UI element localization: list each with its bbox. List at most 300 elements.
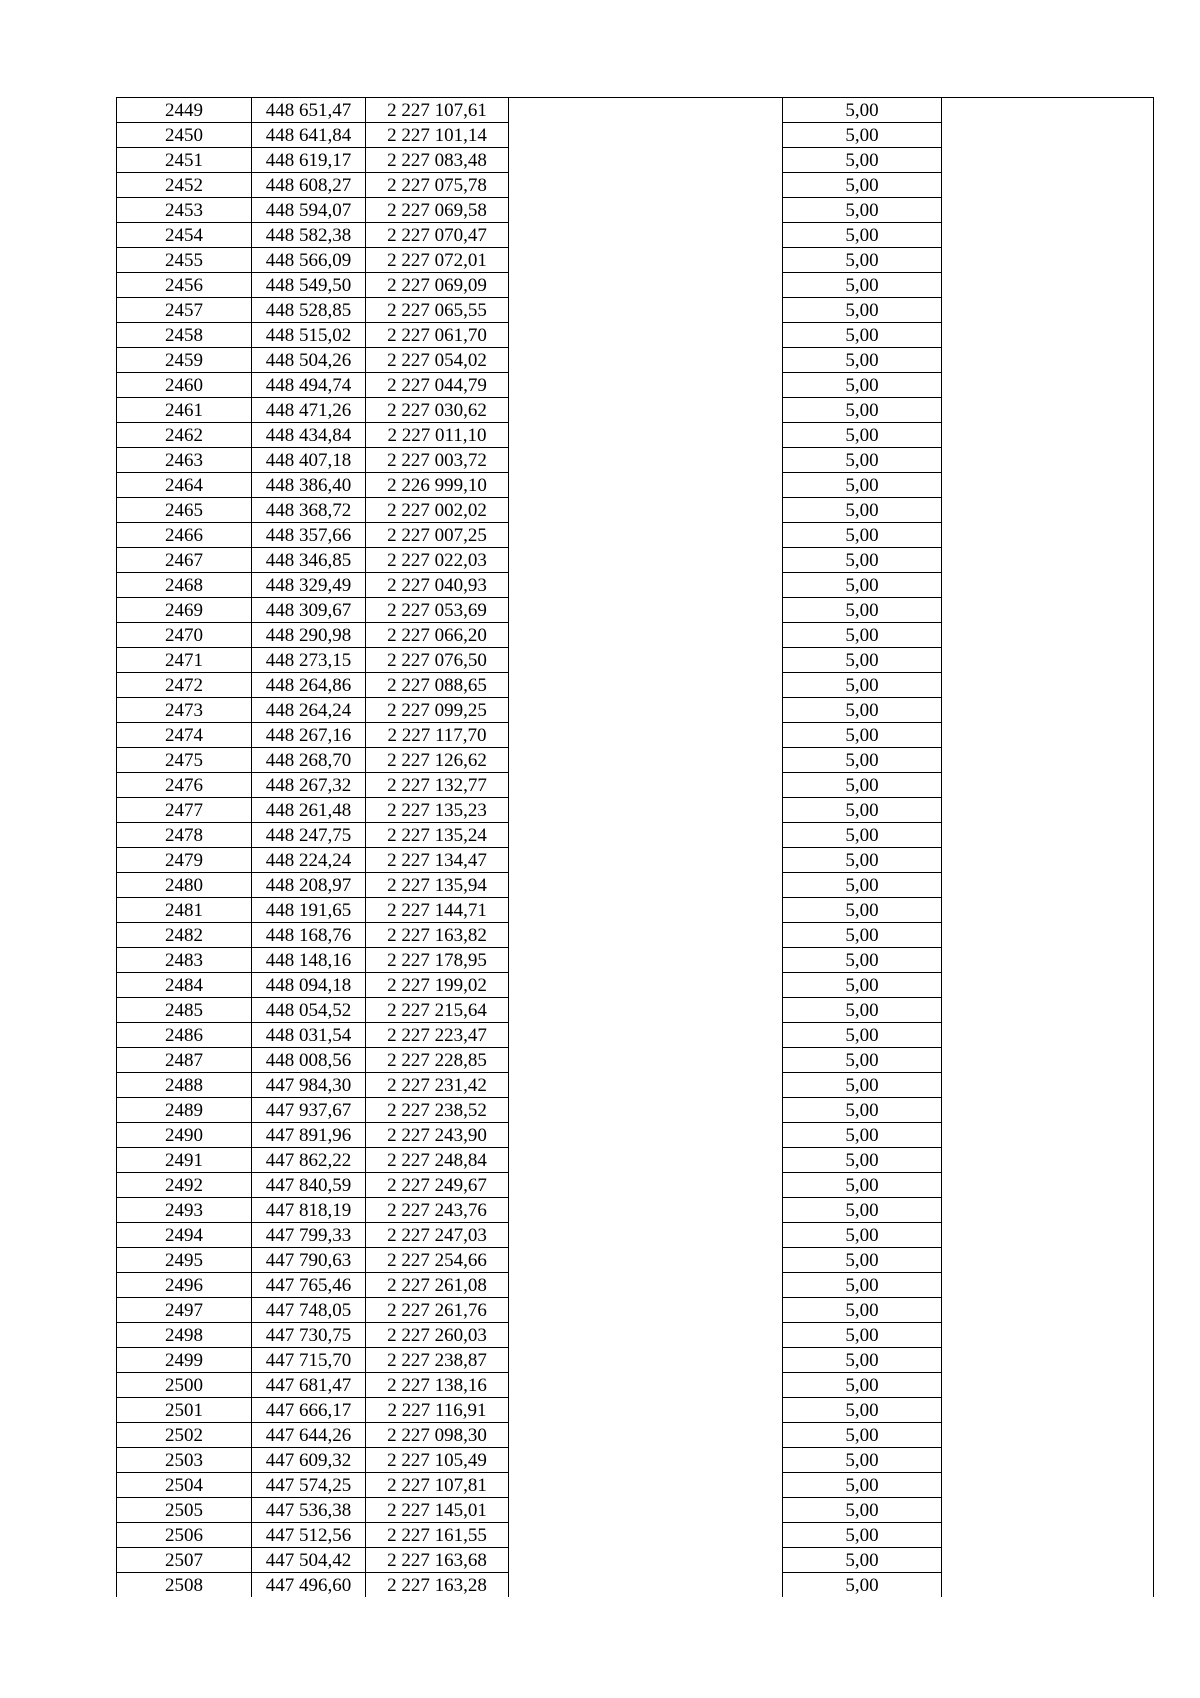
table-row [117, 348, 1154, 373]
y-coordinate-cell: 2 227 261,08 [366, 1273, 509, 1298]
empty-cell [942, 648, 1154, 673]
table-row [117, 1198, 1154, 1223]
empty-cell [509, 523, 783, 548]
point-number-cell: 2467 [117, 548, 252, 573]
table-row [117, 723, 1154, 748]
table-row [117, 598, 1154, 623]
x-coordinate-cell: 448 168,76 [252, 923, 366, 948]
x-coordinate-cell: 448 191,65 [252, 898, 366, 923]
y-coordinate-cell: 2 227 231,42 [366, 1073, 509, 1098]
x-coordinate-cell: 448 641,84 [252, 123, 366, 148]
empty-cell [942, 723, 1154, 748]
empty-cell [942, 1548, 1154, 1573]
point-number-cell: 2508 [117, 1573, 252, 1598]
x-coordinate-cell: 447 840,59 [252, 1173, 366, 1198]
empty-cell [509, 1323, 783, 1348]
table-row [117, 648, 1154, 673]
y-coordinate-cell: 2 227 254,66 [366, 1248, 509, 1273]
empty-cell [942, 323, 1154, 348]
point-number-cell: 2469 [117, 598, 252, 623]
point-number-cell: 2482 [117, 923, 252, 948]
x-coordinate-cell: 448 054,52 [252, 998, 366, 1023]
empty-cell [509, 1023, 783, 1048]
point-number-cell: 2504 [117, 1473, 252, 1498]
value-cell: 5,00 [783, 823, 942, 848]
point-number-cell: 2476 [117, 773, 252, 798]
empty-cell [942, 573, 1154, 598]
table-row [117, 548, 1154, 573]
y-coordinate-cell: 2 227 135,23 [366, 798, 509, 823]
table-row [117, 573, 1154, 598]
value-cell: 5,00 [783, 548, 942, 573]
table-row [117, 1298, 1154, 1323]
point-number-cell: 2459 [117, 348, 252, 373]
point-number-cell: 2492 [117, 1173, 252, 1198]
empty-cell [942, 1048, 1154, 1073]
value-cell: 5,00 [783, 1373, 942, 1398]
value-cell: 5,00 [783, 1348, 942, 1373]
x-coordinate-cell: 447 536,38 [252, 1498, 366, 1523]
y-coordinate-cell: 2 227 061,70 [366, 323, 509, 348]
table-row [117, 1523, 1154, 1548]
table-row [117, 248, 1154, 273]
x-coordinate-cell: 448 094,18 [252, 973, 366, 998]
x-coordinate-cell: 448 386,40 [252, 473, 366, 498]
table-row [117, 1223, 1154, 1248]
point-number-cell: 2451 [117, 148, 252, 173]
y-coordinate-cell: 2 227 099,25 [366, 698, 509, 723]
empty-cell [942, 98, 1154, 123]
empty-cell [942, 548, 1154, 573]
empty-cell [509, 98, 783, 123]
y-coordinate-cell: 2 227 249,67 [366, 1173, 509, 1198]
value-cell: 5,00 [783, 1248, 942, 1273]
x-coordinate-cell: 448 594,07 [252, 198, 366, 223]
empty-cell [509, 348, 783, 373]
value-cell: 5,00 [783, 648, 942, 673]
table-row [117, 1473, 1154, 1498]
empty-cell [942, 898, 1154, 923]
y-coordinate-cell: 2 227 117,70 [366, 723, 509, 748]
table-row [117, 1248, 1154, 1273]
empty-cell [509, 1448, 783, 1473]
value-cell: 5,00 [783, 1198, 942, 1223]
table-row [117, 823, 1154, 848]
table-row [117, 1448, 1154, 1473]
empty-cell [942, 423, 1154, 448]
table-row [117, 1423, 1154, 1448]
x-coordinate-cell: 447 891,96 [252, 1123, 366, 1148]
point-number-cell: 2505 [117, 1498, 252, 1523]
table-row [117, 1373, 1154, 1398]
empty-cell [942, 498, 1154, 523]
y-coordinate-cell: 2 227 163,28 [366, 1573, 509, 1598]
table-row [117, 123, 1154, 148]
value-cell: 5,00 [783, 898, 942, 923]
point-number-cell: 2479 [117, 848, 252, 873]
x-coordinate-cell: 447 666,17 [252, 1398, 366, 1423]
point-number-cell: 2473 [117, 698, 252, 723]
point-number-cell: 2481 [117, 898, 252, 923]
y-coordinate-cell: 2 227 002,02 [366, 498, 509, 523]
empty-cell [509, 1073, 783, 1098]
empty-cell [942, 623, 1154, 648]
x-coordinate-cell: 448 267,32 [252, 773, 366, 798]
value-cell: 5,00 [783, 1398, 942, 1423]
y-coordinate-cell: 2 227 044,79 [366, 373, 509, 398]
empty-cell [509, 273, 783, 298]
y-coordinate-cell: 2 227 088,65 [366, 673, 509, 698]
empty-cell [509, 998, 783, 1023]
empty-cell [509, 548, 783, 573]
table-row [117, 323, 1154, 348]
value-cell: 5,00 [783, 598, 942, 623]
point-number-cell: 2498 [117, 1323, 252, 1348]
value-cell: 5,00 [783, 998, 942, 1023]
empty-cell [942, 1198, 1154, 1223]
table-row [117, 848, 1154, 873]
empty-cell [509, 423, 783, 448]
y-coordinate-cell: 2 227 054,02 [366, 348, 509, 373]
empty-cell [509, 298, 783, 323]
empty-cell [509, 1048, 783, 1073]
y-coordinate-cell: 2 227 098,30 [366, 1423, 509, 1448]
table-row [117, 998, 1154, 1023]
empty-cell [942, 123, 1154, 148]
empty-cell [942, 973, 1154, 998]
point-number-cell: 2487 [117, 1048, 252, 1073]
empty-cell [509, 323, 783, 348]
y-coordinate-cell: 2 227 075,78 [366, 173, 509, 198]
y-coordinate-cell: 2 227 011,10 [366, 423, 509, 448]
x-coordinate-cell: 447 818,19 [252, 1198, 366, 1223]
empty-cell [509, 748, 783, 773]
y-coordinate-cell: 2 227 247,03 [366, 1223, 509, 1248]
point-number-cell: 2458 [117, 323, 252, 348]
empty-cell [509, 898, 783, 923]
value-cell: 5,00 [783, 973, 942, 998]
empty-cell [509, 398, 783, 423]
table-row [117, 1173, 1154, 1198]
point-number-cell: 2463 [117, 448, 252, 473]
empty-cell [942, 1123, 1154, 1148]
y-coordinate-cell: 2 227 069,58 [366, 198, 509, 223]
table-row [117, 1148, 1154, 1173]
y-coordinate-cell: 2 227 065,55 [366, 298, 509, 323]
x-coordinate-cell: 448 261,48 [252, 798, 366, 823]
empty-cell [942, 223, 1154, 248]
x-coordinate-cell: 447 862,22 [252, 1148, 366, 1173]
empty-cell [509, 948, 783, 973]
point-number-cell: 2457 [117, 298, 252, 323]
x-coordinate-cell: 447 644,26 [252, 1423, 366, 1448]
empty-cell [942, 773, 1154, 798]
empty-cell [942, 1248, 1154, 1273]
value-cell: 5,00 [783, 923, 942, 948]
value-cell: 5,00 [783, 1298, 942, 1323]
point-number-cell: 2462 [117, 423, 252, 448]
x-coordinate-cell: 448 290,98 [252, 623, 366, 648]
empty-cell [942, 198, 1154, 223]
value-cell: 5,00 [783, 1473, 942, 1498]
x-coordinate-cell: 448 267,16 [252, 723, 366, 748]
empty-cell [942, 1448, 1154, 1473]
empty-cell [509, 498, 783, 523]
empty-cell [509, 923, 783, 948]
value-cell: 5,00 [783, 223, 942, 248]
empty-cell [509, 823, 783, 848]
table-row [117, 873, 1154, 898]
value-cell: 5,00 [783, 1498, 942, 1523]
empty-cell [509, 198, 783, 223]
empty-cell [942, 1348, 1154, 1373]
x-coordinate-cell: 448 471,26 [252, 398, 366, 423]
y-coordinate-cell: 2 227 238,52 [366, 1098, 509, 1123]
empty-cell [509, 1398, 783, 1423]
x-coordinate-cell: 447 799,33 [252, 1223, 366, 1248]
y-coordinate-cell: 2 227 126,62 [366, 748, 509, 773]
value-cell: 5,00 [783, 1548, 942, 1573]
value-cell: 5,00 [783, 373, 942, 398]
table-row [117, 473, 1154, 498]
value-cell: 5,00 [783, 448, 942, 473]
value-cell: 5,00 [783, 1148, 942, 1173]
value-cell: 5,00 [783, 173, 942, 198]
y-coordinate-cell: 2 227 069,09 [366, 273, 509, 298]
table-row [117, 773, 1154, 798]
point-number-cell: 2483 [117, 948, 252, 973]
value-cell: 5,00 [783, 1323, 942, 1348]
y-coordinate-cell: 2 227 178,95 [366, 948, 509, 973]
table-row [117, 223, 1154, 248]
empty-cell [942, 1373, 1154, 1398]
table-row [117, 1398, 1154, 1423]
empty-cell [509, 1548, 783, 1573]
y-coordinate-cell: 2 227 053,69 [366, 598, 509, 623]
x-coordinate-cell: 447 984,30 [252, 1073, 366, 1098]
value-cell: 5,00 [783, 873, 942, 898]
empty-cell [942, 1323, 1154, 1348]
empty-cell [509, 1298, 783, 1323]
value-cell: 5,00 [783, 1523, 942, 1548]
table-row [117, 148, 1154, 173]
empty-cell [942, 748, 1154, 773]
point-number-cell: 2491 [117, 1148, 252, 1173]
value-cell: 5,00 [783, 323, 942, 348]
value-cell: 5,00 [783, 748, 942, 773]
point-number-cell: 2493 [117, 1198, 252, 1223]
empty-cell [509, 648, 783, 673]
value-cell: 5,00 [783, 248, 942, 273]
value-cell: 5,00 [783, 698, 942, 723]
value-cell: 5,00 [783, 498, 942, 523]
value-cell: 5,00 [783, 573, 942, 598]
y-coordinate-cell: 2 227 007,25 [366, 523, 509, 548]
x-coordinate-cell: 448 268,70 [252, 748, 366, 773]
empty-cell [942, 923, 1154, 948]
table-row [117, 1048, 1154, 1073]
empty-cell [509, 1123, 783, 1148]
value-cell: 5,00 [783, 1448, 942, 1473]
point-number-cell: 2466 [117, 523, 252, 548]
x-coordinate-cell: 447 937,67 [252, 1098, 366, 1123]
x-coordinate-cell: 448 264,86 [252, 673, 366, 698]
empty-cell [942, 298, 1154, 323]
empty-cell [942, 1098, 1154, 1123]
y-coordinate-cell: 2 227 135,24 [366, 823, 509, 848]
value-cell: 5,00 [783, 673, 942, 698]
point-number-cell: 2502 [117, 1423, 252, 1448]
empty-cell [509, 698, 783, 723]
point-number-cell: 2470 [117, 623, 252, 648]
empty-cell [942, 1573, 1154, 1598]
table-row [117, 198, 1154, 223]
value-cell: 5,00 [783, 148, 942, 173]
table-row [117, 1098, 1154, 1123]
x-coordinate-cell: 448 309,67 [252, 598, 366, 623]
y-coordinate-cell: 2 227 238,87 [366, 1348, 509, 1373]
y-coordinate-cell: 2 227 223,47 [366, 1023, 509, 1048]
point-number-cell: 2488 [117, 1073, 252, 1098]
y-coordinate-cell: 2 227 107,61 [366, 98, 509, 123]
point-number-cell: 2471 [117, 648, 252, 673]
x-coordinate-cell: 448 494,74 [252, 373, 366, 398]
empty-cell [509, 673, 783, 698]
empty-cell [509, 1248, 783, 1273]
empty-cell [942, 1073, 1154, 1098]
empty-cell [942, 1148, 1154, 1173]
point-number-cell: 2454 [117, 223, 252, 248]
point-number-cell: 2480 [117, 873, 252, 898]
empty-cell [942, 1498, 1154, 1523]
x-coordinate-cell: 447 765,46 [252, 1273, 366, 1298]
table-row [117, 923, 1154, 948]
empty-cell [942, 248, 1154, 273]
table-row [117, 1348, 1154, 1373]
table-row [117, 1273, 1154, 1298]
value-cell: 5,00 [783, 523, 942, 548]
y-coordinate-cell: 2 227 107,81 [366, 1473, 509, 1498]
x-coordinate-cell: 447 574,25 [252, 1473, 366, 1498]
point-number-cell: 2478 [117, 823, 252, 848]
empty-cell [509, 1523, 783, 1548]
empty-cell [942, 1473, 1154, 1498]
empty-cell [942, 848, 1154, 873]
empty-cell [509, 173, 783, 198]
empty-cell [509, 598, 783, 623]
empty-cell [942, 473, 1154, 498]
table-row [117, 273, 1154, 298]
point-number-cell: 2499 [117, 1348, 252, 1373]
x-coordinate-cell: 448 273,15 [252, 648, 366, 673]
table-row [117, 523, 1154, 548]
y-coordinate-cell: 2 227 116,91 [366, 1398, 509, 1423]
empty-cell [509, 123, 783, 148]
x-coordinate-cell: 447 681,47 [252, 1373, 366, 1398]
y-coordinate-cell: 2 227 228,85 [366, 1048, 509, 1073]
empty-cell [509, 723, 783, 748]
empty-cell [509, 623, 783, 648]
empty-cell [509, 798, 783, 823]
x-coordinate-cell: 447 609,32 [252, 1448, 366, 1473]
empty-cell [509, 1348, 783, 1373]
table-row [117, 1548, 1154, 1573]
empty-cell [942, 1223, 1154, 1248]
x-coordinate-cell: 448 031,54 [252, 1023, 366, 1048]
y-coordinate-cell: 2 227 243,76 [366, 1198, 509, 1223]
point-number-cell: 2489 [117, 1098, 252, 1123]
x-coordinate-cell: 448 329,49 [252, 573, 366, 598]
table-row [117, 498, 1154, 523]
point-number-cell: 2474 [117, 723, 252, 748]
empty-cell [942, 598, 1154, 623]
empty-cell [942, 1273, 1154, 1298]
empty-cell [509, 1223, 783, 1248]
table-row [117, 373, 1154, 398]
table-row [117, 798, 1154, 823]
empty-cell [509, 1473, 783, 1498]
empty-cell [509, 973, 783, 998]
x-coordinate-cell: 447 715,70 [252, 1348, 366, 1373]
empty-cell [942, 173, 1154, 198]
table-row [117, 973, 1154, 998]
y-coordinate-cell: 2 227 199,02 [366, 973, 509, 998]
y-coordinate-cell: 2 227 261,76 [366, 1298, 509, 1323]
value-cell: 5,00 [783, 1048, 942, 1073]
value-cell: 5,00 [783, 798, 942, 823]
point-number-cell: 2464 [117, 473, 252, 498]
point-number-cell: 2449 [117, 98, 252, 123]
x-coordinate-cell: 448 148,16 [252, 948, 366, 973]
y-coordinate-cell: 2 227 215,64 [366, 998, 509, 1023]
y-coordinate-cell: 2 227 161,55 [366, 1523, 509, 1548]
empty-cell [942, 348, 1154, 373]
point-number-cell: 2500 [117, 1373, 252, 1398]
x-coordinate-cell: 448 582,38 [252, 223, 366, 248]
y-coordinate-cell: 2 227 248,84 [366, 1148, 509, 1173]
empty-cell [509, 848, 783, 873]
point-number-cell: 2455 [117, 248, 252, 273]
table-row [117, 1323, 1154, 1348]
x-coordinate-cell: 448 407,18 [252, 448, 366, 473]
y-coordinate-cell: 2 227 144,71 [366, 898, 509, 923]
empty-cell [509, 1273, 783, 1298]
value-cell: 5,00 [783, 348, 942, 373]
x-coordinate-cell: 448 008,56 [252, 1048, 366, 1073]
table-row [117, 1498, 1154, 1523]
empty-cell [509, 473, 783, 498]
value-cell: 5,00 [783, 723, 942, 748]
point-number-cell: 2507 [117, 1548, 252, 1573]
point-number-cell: 2475 [117, 748, 252, 773]
point-number-cell: 2465 [117, 498, 252, 523]
coordinates-table [116, 97, 1154, 1597]
point-number-cell: 2477 [117, 798, 252, 823]
value-cell: 5,00 [783, 123, 942, 148]
value-cell: 5,00 [783, 423, 942, 448]
y-coordinate-cell: 2 227 076,50 [366, 648, 509, 673]
empty-cell [942, 1173, 1154, 1198]
empty-cell [509, 1373, 783, 1398]
empty-cell [509, 1148, 783, 1173]
point-number-cell: 2484 [117, 973, 252, 998]
empty-cell [942, 448, 1154, 473]
table-row [117, 948, 1154, 973]
table-row [117, 1073, 1154, 1098]
value-cell: 5,00 [783, 948, 942, 973]
x-coordinate-cell: 448 357,66 [252, 523, 366, 548]
table-row [117, 898, 1154, 923]
